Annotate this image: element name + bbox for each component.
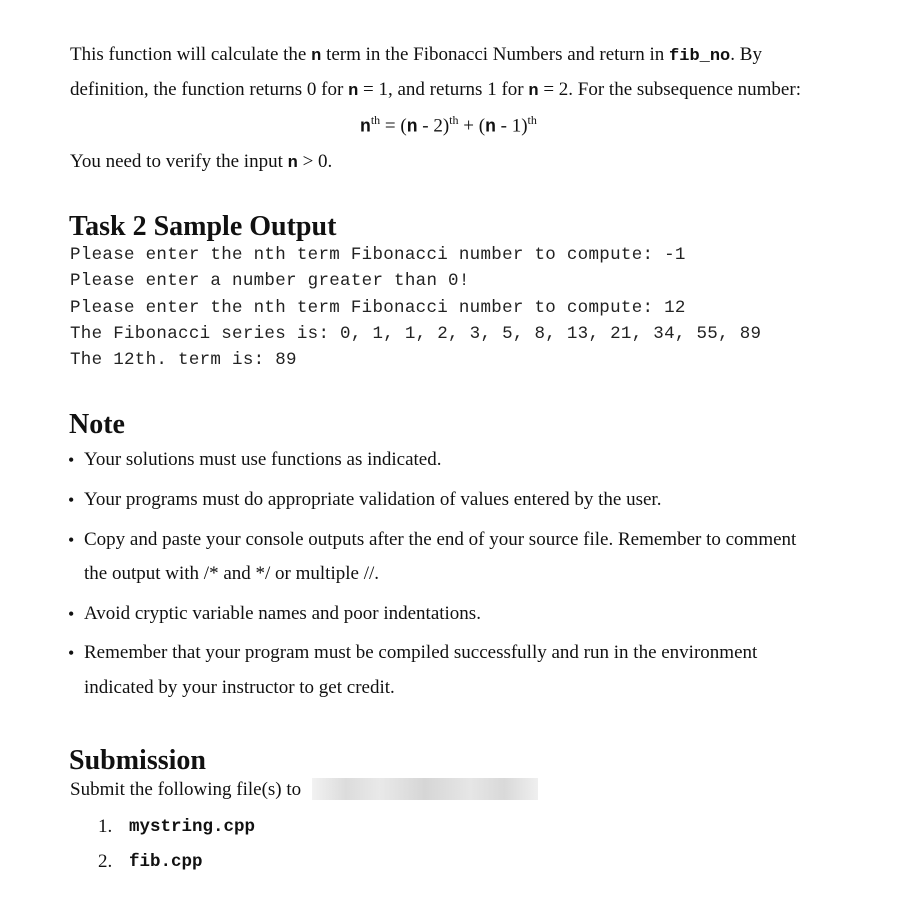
bullet-icon: • [68,450,75,470]
file-name: mystring.cpp [129,817,256,837]
file-name: fib.cpp [129,852,203,872]
file-number: 1. [98,816,113,837]
console-line: The Fibonacci series is: 0, 1, 1, 2, 3, 5, 8, 13, 21, 34, 55, 89 [70,324,762,344]
console-line: Please enter the nth term Fibonacci number to compute: 12 [70,298,686,318]
console-line: Please enter a number greater than 0! [70,271,470,291]
note-item: Avoid cryptic variable names and poor indentations. [84,603,481,624]
verify-line: You need to verify the input n > 0. [70,151,333,173]
intro-line-2: definition, the function returns 0 for n = 1, and returns 1 for n = 2. For the subsequence number: [70,79,801,101]
bullet-icon: • [68,490,75,510]
bullet-icon: • [68,604,75,624]
submission-heading: Submission [69,745,206,776]
note-item: Your programs must do appropriate validation of values entered by the user. [84,489,662,510]
note-item-continued: indicated by your instructor to get credit. [84,677,395,698]
note-item-continued: the output with /* and */ or multiple //. [84,563,380,584]
var-fib-no: fib_no [669,47,731,66]
note-item: Remember that your program must be compiled successfully and run in the environment [84,642,758,663]
task2-heading: Task 2 Sample Output [69,211,337,242]
note-heading: Note [69,409,125,440]
submission-text: Submit the following file(s) to [70,779,302,800]
redacted-block [312,778,538,800]
var-n: n [311,47,322,66]
bullet-icon: • [68,530,75,550]
note-item: Your solutions must use functions as indicated. [84,449,442,470]
note-item: Copy and paste your console outputs after the end of your source file. Remember to comment [84,529,797,550]
console-line: Please enter the nth term Fibonacci number to compute: -1 [70,245,686,265]
file-number: 2. [98,851,113,872]
console-line: The 12th. term is: 89 [70,350,297,370]
intro-line-1: This function will calculate the n term in the Fibonacci Numbers and return in fib_no. By [70,44,762,66]
fibonacci-formula: $n^{th} = (n - 2)^{th} + (n - 1)^{th}$ [360,113,537,138]
bullet-icon: • [68,643,75,663]
